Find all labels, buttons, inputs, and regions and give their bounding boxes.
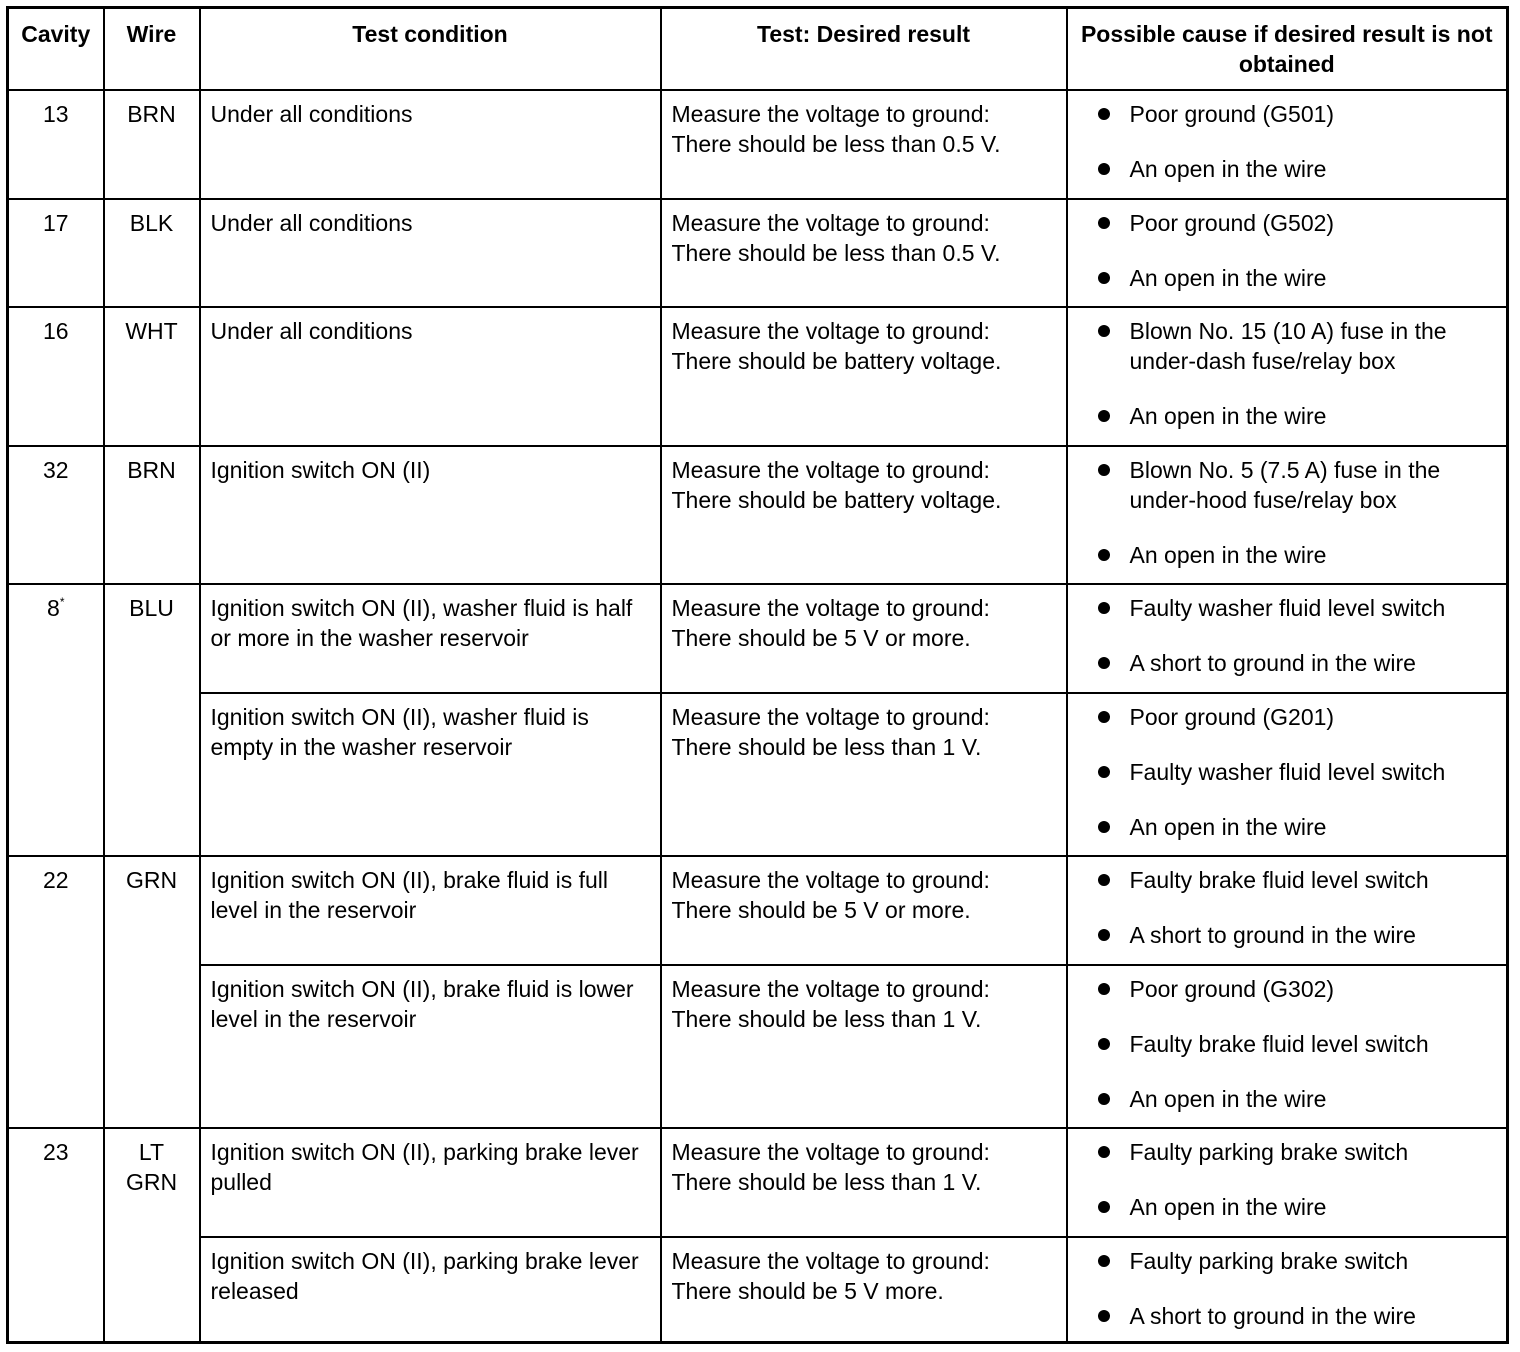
cause-text: An open in the wire <box>1129 402 1327 429</box>
result-line: Measure the voltage to ground: <box>671 594 990 621</box>
cause-item <box>1078 1301 1497 1331</box>
possible-cause-cell <box>1067 1128 1508 1237</box>
possible-cause-cell <box>1067 307 1508 446</box>
table-row <box>8 446 1508 584</box>
result-line: Measure the voltage to ground: <box>671 100 990 127</box>
possible-cause-cell <box>1067 856 1508 965</box>
wire-cell: BLU <box>104 584 200 856</box>
bullet-icon <box>1098 1093 1110 1105</box>
cause-item <box>1078 757 1497 787</box>
cause-item <box>1078 648 1497 678</box>
footnote-mark: * <box>59 594 65 609</box>
cause-item <box>1078 1084 1497 1114</box>
cause-item <box>1078 974 1497 1004</box>
wire-cell: BRN <box>104 90 200 199</box>
cause-text: Poor ground (G501) <box>1129 100 1335 127</box>
cause-text: Faulty washer fluid level switch <box>1129 594 1446 621</box>
result-line: There should be battery voltage. <box>671 486 1002 513</box>
desired-result-cell <box>661 1128 1067 1237</box>
desired-result-cell <box>661 446 1067 584</box>
bullet-icon <box>1098 929 1110 941</box>
cavity-number: 16 <box>42 317 69 344</box>
result-line: There should be less than 0.5 V. <box>671 130 1001 157</box>
cause-list <box>1078 1246 1497 1331</box>
cause-text: An open in the wire <box>1129 155 1327 182</box>
table-row <box>8 90 1508 199</box>
cause-item <box>1078 702 1497 732</box>
desired-result-cell <box>661 90 1067 199</box>
cause-list <box>1078 865 1497 950</box>
cause-text: An open in the wire <box>1129 264 1327 291</box>
cause-text: Poor ground (G302) <box>1129 976 1335 1003</box>
cause-item <box>1078 1192 1497 1222</box>
test-condition-cell: Ignition switch ON (II), washer fluid is empty in the washer reservoir <box>200 693 661 856</box>
result-line: There should be 5 V or more. <box>671 897 971 924</box>
bullet-icon <box>1098 983 1110 995</box>
cause-text: Poor ground (G201) <box>1129 703 1335 730</box>
header-test-condition: Test condition <box>200 8 661 90</box>
header-possible-cause: Possible cause if desired result is not obtained <box>1067 8 1508 90</box>
table-row <box>8 693 1508 856</box>
cause-text: An open in the wire <box>1129 541 1327 568</box>
wire-cell <box>104 1128 200 1342</box>
cavity-number: 8 <box>47 594 60 621</box>
bullet-icon <box>1098 108 1110 120</box>
possible-cause-cell <box>1067 446 1508 584</box>
result-line: There should be 5 V or more. <box>671 624 971 651</box>
result-line: Measure the voltage to ground: <box>671 1139 990 1166</box>
result-line: There should be less than 1 V. <box>671 733 982 760</box>
desired-result-cell <box>661 856 1067 965</box>
table-row <box>8 1128 1508 1237</box>
result-line: Measure the voltage to ground: <box>671 703 990 730</box>
cavity-number: 32 <box>42 456 69 483</box>
possible-cause-cell <box>1067 1237 1508 1342</box>
cause-item <box>1078 1246 1497 1276</box>
cause-list <box>1078 99 1497 184</box>
bullet-icon <box>1098 163 1110 175</box>
bullet-icon <box>1098 549 1110 561</box>
bullet-icon <box>1098 1201 1110 1213</box>
circuit-test-table <box>6 6 1509 1344</box>
cause-list <box>1078 593 1497 678</box>
result-line: There should be less than 1 V. <box>671 1169 982 1196</box>
bullet-icon <box>1098 325 1110 337</box>
bullet-icon <box>1098 602 1110 614</box>
desired-result-cell <box>661 584 1067 693</box>
cause-text: Faulty washer fluid level switch <box>1129 758 1446 785</box>
cause-item <box>1078 208 1497 238</box>
cause-text: A short to ground in the wire <box>1129 1303 1416 1330</box>
cause-item <box>1078 1029 1497 1059</box>
cause-text: Blown No. 15 (10 A) fuse in the under-dash fuse/relay box <box>1129 317 1447 374</box>
cause-item <box>1078 865 1497 895</box>
cause-list <box>1078 974 1497 1114</box>
bullet-icon <box>1098 217 1110 229</box>
desired-result-cell <box>661 965 1067 1128</box>
cause-item <box>1078 316 1497 376</box>
cause-text: Poor ground (G502) <box>1129 209 1335 236</box>
header-cavity: Cavity <box>8 8 104 90</box>
cause-item <box>1078 1137 1497 1167</box>
cause-list <box>1078 702 1497 842</box>
desired-result-cell <box>661 1237 1067 1342</box>
cause-text: An open in the wire <box>1129 1194 1327 1221</box>
bullet-icon <box>1098 1310 1110 1322</box>
cause-item <box>1078 593 1497 623</box>
cause-text: Faulty parking brake switch <box>1129 1248 1409 1275</box>
result-line: Measure the voltage to ground: <box>671 976 990 1003</box>
result-line: Measure the voltage to ground: <box>671 867 990 894</box>
cavity-cell <box>8 584 104 856</box>
table-row <box>8 856 1508 965</box>
cause-text: An open in the wire <box>1129 1086 1327 1113</box>
wire-cell: BLK <box>104 199 200 307</box>
table-row <box>8 199 1508 307</box>
test-condition-cell: Ignition switch ON (II), washer fluid is half or more in the washer reservoir <box>200 584 661 693</box>
cavity-cell <box>8 856 104 1128</box>
cause-item <box>1078 812 1497 842</box>
result-line: There should be battery voltage. <box>671 347 1002 374</box>
desired-result-cell <box>661 199 1067 307</box>
possible-cause-cell <box>1067 965 1508 1128</box>
cavity-cell <box>8 446 104 584</box>
cause-item <box>1078 401 1497 431</box>
possible-cause-cell <box>1067 199 1508 307</box>
cavity-cell <box>8 307 104 446</box>
cause-list <box>1078 208 1497 293</box>
bullet-icon <box>1098 657 1110 669</box>
test-condition-cell: Under all conditions <box>200 199 661 307</box>
result-line: There should be 5 V more. <box>671 1278 944 1305</box>
bullet-icon <box>1098 1038 1110 1050</box>
result-line: Measure the voltage to ground: <box>671 317 990 344</box>
possible-cause-cell <box>1067 693 1508 856</box>
test-condition-cell: Under all conditions <box>200 90 661 199</box>
wire-cell: WHT <box>104 307 200 446</box>
cavity-cell <box>8 199 104 307</box>
cause-item <box>1078 540 1497 570</box>
cause-item <box>1078 263 1497 293</box>
test-condition-cell: Ignition switch ON (II), parking brake lever released <box>200 1237 661 1342</box>
cavity-cell <box>8 90 104 199</box>
test-condition-cell: Ignition switch ON (II), brake fluid is lower level in the reservoir <box>200 965 661 1128</box>
bullet-icon <box>1098 711 1110 723</box>
cavity-cell <box>8 1128 104 1342</box>
cause-text: Faulty parking brake switch <box>1129 1139 1409 1166</box>
cause-list <box>1078 455 1497 570</box>
cause-text: Faulty brake fluid level switch <box>1129 1031 1429 1058</box>
result-line: Measure the voltage to ground: <box>671 1248 990 1275</box>
result-line: Measure the voltage to ground: <box>671 209 990 236</box>
cause-item <box>1078 455 1497 515</box>
wire-cell: BRN <box>104 446 200 584</box>
cause-list <box>1078 316 1497 431</box>
wire-line: GRN <box>125 1169 178 1196</box>
cavity-number: 17 <box>42 209 69 236</box>
possible-cause-cell <box>1067 90 1508 199</box>
cavity-number: 23 <box>42 1139 69 1166</box>
bullet-icon <box>1098 410 1110 422</box>
possible-cause-cell <box>1067 584 1508 693</box>
result-line: There should be less than 0.5 V. <box>671 239 1001 266</box>
result-line: There should be less than 1 V. <box>671 1006 982 1033</box>
bullet-icon <box>1098 1255 1110 1267</box>
cause-item <box>1078 154 1497 184</box>
bullet-icon <box>1098 464 1110 476</box>
table-row <box>8 1237 1508 1342</box>
cause-text: A short to ground in the wire <box>1129 922 1416 949</box>
wire-cell: GRN <box>104 856 200 1128</box>
desired-result-cell <box>661 693 1067 856</box>
test-condition-cell: Under all conditions <box>200 307 661 446</box>
test-condition-cell: Ignition switch ON (II), parking brake lever pulled <box>200 1128 661 1237</box>
wire-line: LT <box>138 1139 165 1166</box>
header-row <box>8 8 1508 90</box>
cause-text: An open in the wire <box>1129 813 1327 840</box>
cavity-number: 13 <box>42 100 69 127</box>
cause-list <box>1078 1137 1497 1222</box>
bullet-icon <box>1098 874 1110 886</box>
header-wire: Wire <box>104 8 200 90</box>
cause-item <box>1078 920 1497 950</box>
cause-text: Blown No. 5 (7.5 A) fuse in the under-hood fuse/relay box <box>1129 456 1441 513</box>
test-condition-cell: Ignition switch ON (II) <box>200 446 661 584</box>
bullet-icon <box>1098 766 1110 778</box>
cavity-number: 22 <box>42 867 69 894</box>
bullet-icon <box>1098 821 1110 833</box>
cause-text: Faulty brake fluid level switch <box>1129 867 1429 894</box>
bullet-icon <box>1098 1146 1110 1158</box>
header-desired-result: Test: Desired result <box>661 8 1067 90</box>
test-condition-cell: Ignition switch ON (II), brake fluid is full level in the reservoir <box>200 856 661 965</box>
desired-result-cell <box>661 307 1067 446</box>
table-row <box>8 307 1508 446</box>
cause-text: A short to ground in the wire <box>1129 649 1416 676</box>
table-row <box>8 965 1508 1128</box>
result-line: Measure the voltage to ground: <box>671 456 990 483</box>
bullet-icon <box>1098 272 1110 284</box>
cause-item <box>1078 99 1497 129</box>
table-row <box>8 584 1508 693</box>
